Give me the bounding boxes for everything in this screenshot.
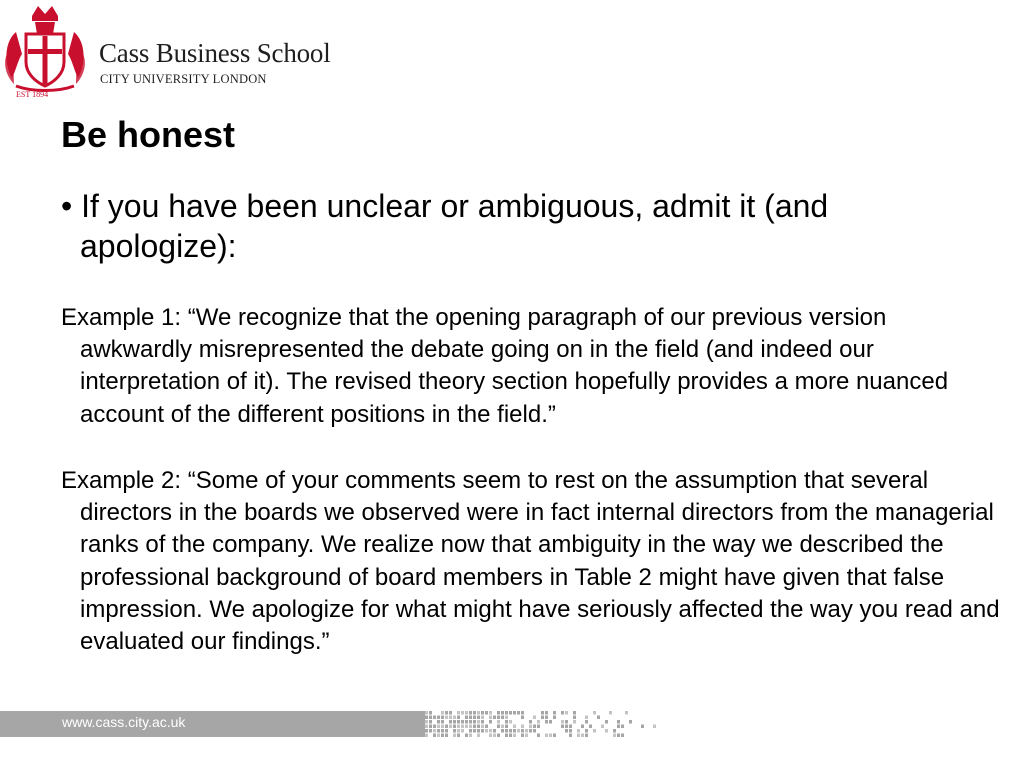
footer-pattern	[425, 711, 700, 738]
school-name: Cass Business School	[99, 38, 331, 68]
crest-icon	[2, 2, 88, 100]
slide-title: Be honest	[61, 114, 236, 155]
example-2: Example 2: “Some of your comments seem to rest on the assumption that several directors in the boards we observed were in fact internal directors from the managerial ranks of the company. We realize now that ambiguity in the way we described the professional background of board members in Table 2 might have given that false impression. We apologize for what might have seriously affected the way you read and evaluated our findings.”	[61, 467, 1000, 656]
bullet-text: If you have been unclear or ambiguous, admit it (and apologize):	[80, 188, 829, 264]
cass-logo	[2, 2, 362, 102]
crest-est-label: EST 1894	[16, 90, 49, 99]
bullet-icon: •	[61, 188, 73, 224]
bullet-point	[61, 186, 980, 266]
university-name: CITY UNIVERSITY LONDON	[100, 72, 267, 86]
footer-url: www.cass.city.ac.uk	[62, 714, 186, 730]
example-1: Example 1: “We recognize that the opening paragraph of our previous version awkwardly misrepresented the debate going on in the field (and indeed our interpretation of it). The revised theory section hopefully provides a more nuanced account of the different positions in the field.”	[61, 304, 949, 428]
